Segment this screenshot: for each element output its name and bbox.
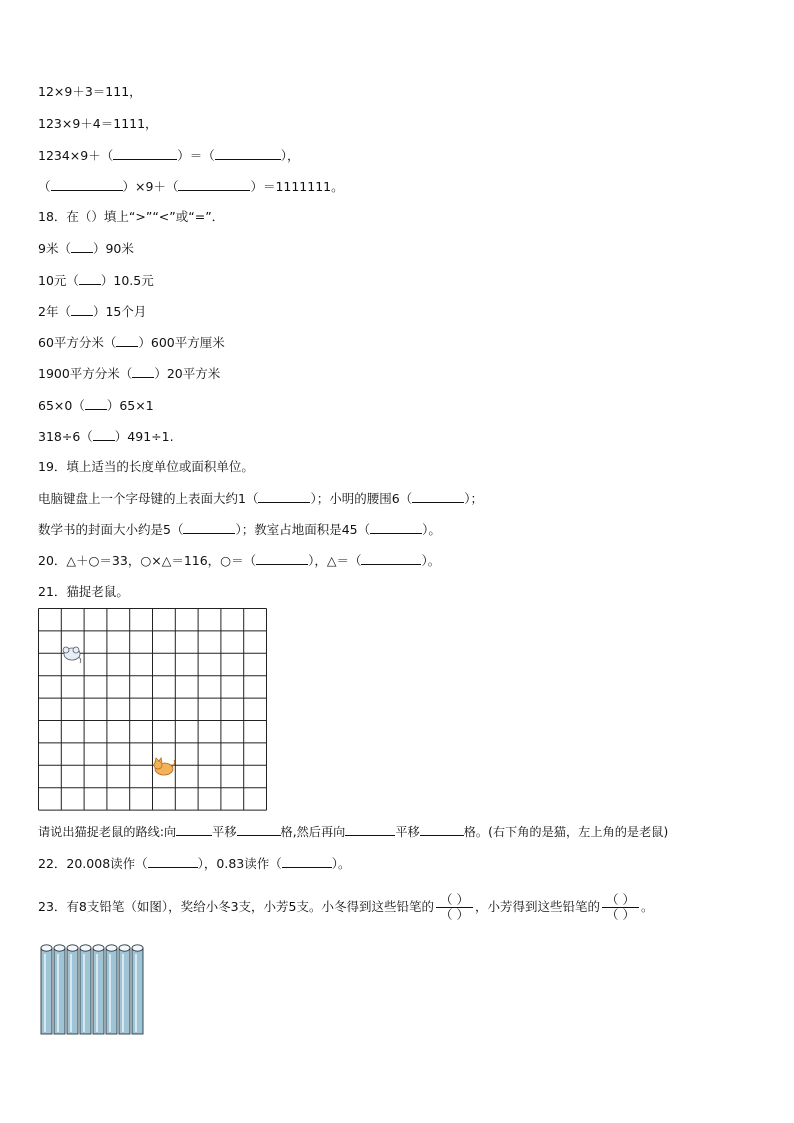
- fraction-blank[interactable]: $\frac{( )}{( )}$: [602, 893, 639, 922]
- cat-icon: [154, 758, 175, 775]
- question-20: 20．△＋○＝33，○×△＝116，○＝（ ），△＝（ ）。: [38, 553, 441, 568]
- answer-blank[interactable]: [132, 365, 154, 378]
- mouse-icon: [63, 647, 81, 663]
- pencil-icon: [119, 945, 130, 1034]
- equation-line-3: 1234×9＋（ ）＝（ ），: [38, 148, 300, 163]
- q19-line-2: 数学书的封面大小约是5（ ）；教室占地面积是45（ ）。: [38, 522, 441, 537]
- pencil-icon: [80, 945, 91, 1034]
- answer-blank[interactable]: [93, 428, 115, 441]
- answer-blank[interactable]: [258, 490, 310, 503]
- answer-blank[interactable]: [71, 240, 93, 253]
- answer-blank[interactable]: [113, 147, 177, 160]
- answer-blank[interactable]: [176, 823, 212, 836]
- equation-line-1: 12×9＋3＝111，: [38, 84, 142, 99]
- answer-blank[interactable]: [215, 147, 281, 160]
- answer-blank[interactable]: [345, 823, 395, 836]
- equation-line-2: 123×9＋4＝1111，: [38, 116, 158, 131]
- question-22: 22．20.008读作（ ），0.83读作（ ）。: [38, 856, 351, 871]
- answer-blank[interactable]: [420, 823, 464, 836]
- answer-blank[interactable]: [178, 178, 250, 191]
- question-23: 23．有8支铅笔（如图），奖给小冬3支，小芳5支。小冬得到这些铅笔的 $\frac{( )}{( )}$ ，小芳得到这些铅笔的 $\frac{( )}{( )}$ 。: [38, 892, 654, 922]
- q18-item: 2年（ ）15个月: [38, 304, 147, 319]
- pencil-icon: [54, 945, 65, 1034]
- pencil-icon: [106, 945, 117, 1034]
- answer-blank[interactable]: [148, 855, 198, 868]
- q18-item: 318÷6（ ）491÷1.: [38, 429, 174, 444]
- q18-item: 10元（ ）10.5元: [38, 273, 154, 288]
- answer-blank[interactable]: [237, 823, 281, 836]
- answer-blank[interactable]: [412, 490, 464, 503]
- pencils-illustration: [38, 940, 150, 1040]
- answer-blank[interactable]: [183, 521, 235, 534]
- q18-item: 9米（ ）90米: [38, 241, 134, 256]
- answer-blank[interactable]: [116, 334, 138, 347]
- q18-item: 60平方分米（ ）600平方厘米: [38, 335, 225, 350]
- answer-blank[interactable]: [256, 552, 308, 565]
- cat-mouse-grid: [38, 608, 268, 812]
- question-19-title: 19．填上适当的长度单位或面积单位。: [38, 459, 254, 474]
- answer-blank[interactable]: [370, 521, 422, 534]
- pencil-icon: [41, 945, 52, 1034]
- answer-blank[interactable]: [85, 397, 107, 410]
- answer-blank[interactable]: [361, 552, 421, 565]
- question-21-title: 21．猫捉老鼠。: [38, 584, 129, 599]
- q21-route-sentence: 请说出猫捉老鼠的路线:向 平移 格,然后再向 平移 格。(右下角的是猫，左上角的是老鼠): [38, 825, 669, 839]
- answer-blank[interactable]: [79, 272, 101, 285]
- equation-line-4: （ ）×9＋（ ）＝1111111。: [38, 179, 344, 194]
- pencil-icon: [132, 945, 143, 1034]
- answer-blank[interactable]: [282, 855, 332, 868]
- pencil-icon: [93, 945, 104, 1034]
- fraction-blank[interactable]: $\frac{( )}{( )}$: [436, 893, 473, 922]
- pencil-icon: [67, 945, 78, 1034]
- q18-item: 1900平方分米（ ）20平方米: [38, 366, 221, 381]
- q19-line-1: 电脑键盘上一个字母键的上表面大约1（ ）；小明的腰围6（ ）；: [38, 491, 483, 506]
- answer-blank[interactable]: [71, 303, 93, 316]
- q18-item: 65×0（ ）65×1: [38, 398, 154, 413]
- answer-blank[interactable]: [51, 178, 123, 191]
- question-18-title: 18．在（）填上“>”“<”或“=”．: [38, 209, 225, 224]
